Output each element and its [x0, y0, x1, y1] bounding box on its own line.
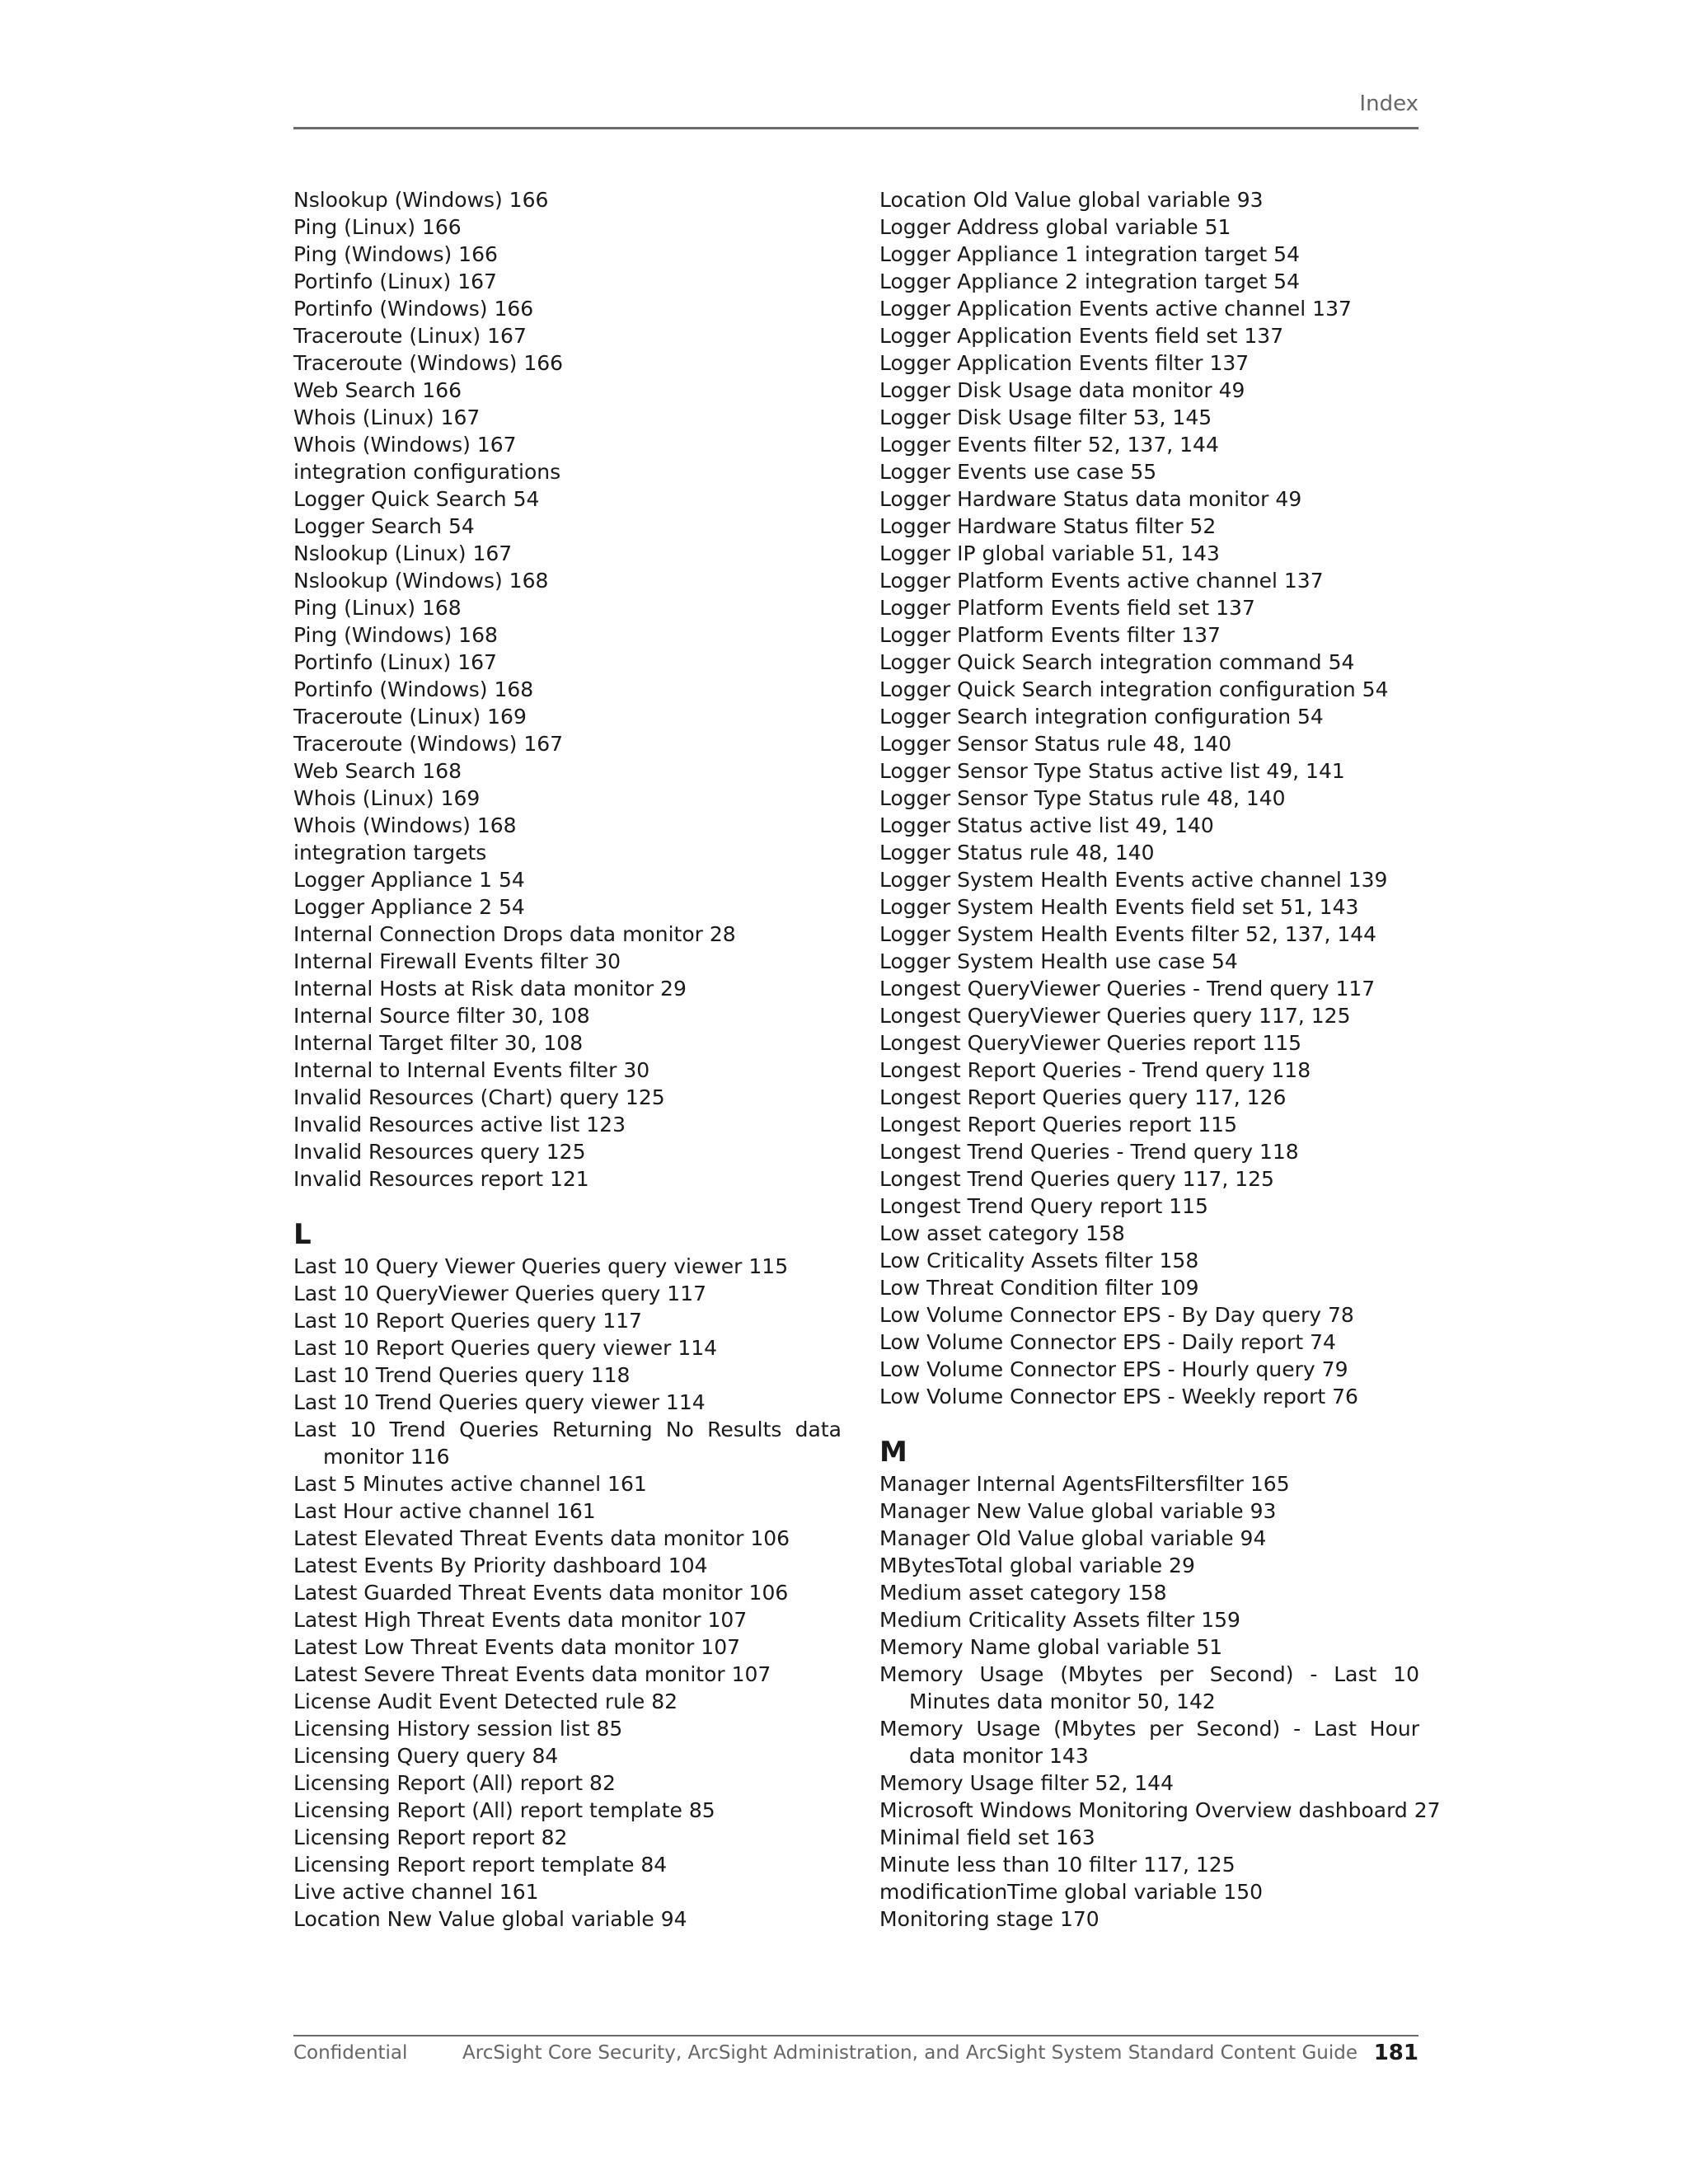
- index-entry: Logger Sensor Status rule 48, 140: [879, 732, 1232, 756]
- index-entry: Logger Application Events active channel 137: [879, 297, 1352, 321]
- index-entry: Longest Report Queries - Trend query 118: [879, 1058, 1311, 1082]
- index-entry: Memory Usage (Mbytes per Second) - Last 10 Minutes data monitor 50, 142: [879, 1662, 1419, 1713]
- index-entry: Logger Address global variable 51: [879, 215, 1231, 239]
- index-entry: Minute less than 10 filter 117, 125: [879, 1853, 1236, 1877]
- index-entry: Licensing Report (All) report template 85: [293, 1798, 715, 1822]
- index-entry: Licensing History session list 85: [293, 1717, 623, 1741]
- index-entry: Logger Quick Search integration command 54: [879, 650, 1355, 674]
- index-subentry: Ping (Linux) 168: [293, 596, 462, 620]
- index-entry: Longest Trend Queries query 117, 125: [879, 1167, 1274, 1191]
- index-entry: integration configurations: [293, 460, 561, 484]
- index-entry: License Audit Event Detected rule 82: [293, 1690, 678, 1713]
- index-subentry: Traceroute (Windows) 166: [293, 351, 564, 375]
- index-entry: Last 10 QueryViewer Queries query 117: [293, 1282, 707, 1305]
- index-subentry: Ping (Windows) 166: [293, 242, 498, 266]
- index-entry: Licensing Report (All) report 82: [293, 1771, 616, 1795]
- index-entry: Last 10 Trend Queries Returning No Results data monitor 116: [293, 1418, 842, 1469]
- index-subentry: Nslookup (Windows) 168: [293, 569, 549, 593]
- index-entry: modificationTime global variable 150: [879, 1880, 1264, 1904]
- index-entry: Low asset category 158: [879, 1221, 1125, 1245]
- index-entry: Latest Guarded Threat Events data monitor 106: [293, 1581, 789, 1605]
- index-entry: Logger System Health Events active channel 139: [879, 868, 1388, 892]
- index-entry: Latest Events By Priority dashboard 104: [293, 1554, 708, 1577]
- index-entry: Longest Report Queries query 117, 126: [879, 1085, 1287, 1109]
- index-entry: Logger System Health Events filter 52, 137, 144: [879, 922, 1377, 946]
- index-entry: Logger Status active list 49, 140: [879, 813, 1214, 837]
- index-entry: Logger Hardware Status data monitor 49: [879, 487, 1302, 511]
- index-entry: Logger Quick Search integration configuration 54: [879, 677, 1389, 701]
- index-entry: Low Volume Connector EPS - Weekly report 76: [879, 1385, 1358, 1408]
- index-entry: Longest Report Queries report 115: [879, 1113, 1237, 1137]
- index-subentry: Whois (Linux) 169: [293, 786, 481, 810]
- index-entry: Low Volume Connector EPS - Hourly query 79: [879, 1357, 1348, 1381]
- index-entry: Longest QueryViewer Queries report 115: [879, 1031, 1302, 1055]
- index-entry: Internal Connection Drops data monitor 28: [293, 922, 736, 946]
- index-subentry: Whois (Windows) 167: [293, 433, 517, 457]
- index-entry: Logger Sensor Type Status rule 48, 140: [879, 786, 1286, 810]
- index-entry: Licensing Report report template 84: [293, 1853, 668, 1877]
- index-entry: Internal Target filter 30, 108: [293, 1031, 584, 1055]
- footer-document-title: ArcSight Core Security, ArcSight Administration, and ArcSight System Standard Content Guide: [462, 2042, 1357, 2064]
- index-subentry: Portinfo (Windows) 168: [293, 677, 534, 701]
- index-entry: Memory Usage (Mbytes per Second) - Last Hour data monitor 143: [879, 1717, 1419, 1768]
- index-entry: Internal to Internal Events filter 30: [293, 1058, 650, 1082]
- index-entry: Invalid Resources report 121: [293, 1167, 589, 1191]
- index-subentry: Portinfo (Linux) 167: [293, 650, 497, 674]
- index-entry: Latest High Threat Events data monitor 107: [293, 1608, 748, 1632]
- index-entry: Licensing Report report 82: [293, 1825, 568, 1849]
- header-rule: [293, 127, 1418, 129]
- index-letter-heading: M: [879, 1436, 907, 1469]
- index-entry: Latest Severe Threat Events data monitor 107: [293, 1662, 771, 1686]
- index-entry: Logger Appliance 1 integration target 54: [879, 242, 1300, 266]
- index-column-right: [879, 186, 1441, 1933]
- index-entry: Last 10 Trend Queries query 118: [293, 1363, 631, 1387]
- index-subentry: Ping (Linux) 166: [293, 215, 462, 239]
- index-entry: Logger Events filter 52, 137, 144: [879, 433, 1219, 457]
- index-entry: Logger Platform Events filter 137: [879, 623, 1221, 647]
- index-entry: Monitoring stage 170: [879, 1907, 1100, 1931]
- index-entry: Invalid Resources query 125: [293, 1140, 586, 1164]
- index-entry: Latest Low Threat Events data monitor 107: [293, 1635, 741, 1659]
- page-number: 181: [1373, 2041, 1418, 2065]
- index-entry: Last 5 Minutes active channel 161: [293, 1472, 647, 1496]
- index-subentry: Portinfo (Linux) 167: [293, 269, 497, 293]
- index-entry: Longest Trend Query report 115: [879, 1194, 1208, 1218]
- index-subentry: Portinfo (Windows) 166: [293, 297, 534, 321]
- index-entry: Logger Hardware Status filter 52: [879, 514, 1217, 538]
- index-subentry: Logger Search 54: [293, 514, 475, 538]
- index-entry: Manager Old Value global variable 94: [879, 1526, 1267, 1550]
- index-entry: Last 10 Report Queries query viewer 114: [293, 1336, 718, 1360]
- running-header: Index: [1359, 91, 1418, 116]
- index-entry: Internal Firewall Events filter 30: [293, 949, 621, 973]
- index-entry: Invalid Resources (Chart) query 125: [293, 1085, 665, 1109]
- index-entry: Last 10 Trend Queries query viewer 114: [293, 1390, 706, 1414]
- index-entry: Last 10 Query Viewer Queries query viewer 115: [293, 1254, 789, 1278]
- index-subentry: Ping (Windows) 168: [293, 623, 498, 647]
- index-entry: Invalid Resources active list 123: [293, 1113, 626, 1137]
- index-entry: Last 10 Report Queries query 117: [293, 1309, 642, 1333]
- index-entry: Location New Value global variable 94: [293, 1907, 687, 1931]
- index-entry: Memory Usage filter 52, 144: [879, 1771, 1174, 1795]
- index-entry: Logger Application Events field set 137: [879, 324, 1284, 348]
- index-subentry: Web Search 168: [293, 759, 462, 783]
- index-entry: Low Threat Condition filter 109: [879, 1276, 1199, 1300]
- index-entry: Longest QueryViewer Queries - Trend query 117: [879, 977, 1376, 1001]
- index-entry: Longest QueryViewer Queries query 117, 125: [879, 1004, 1351, 1028]
- index-subentry: Traceroute (Windows) 167: [293, 732, 564, 756]
- index-entry: Microsoft Windows Monitoring Overview dashboard 27: [879, 1798, 1441, 1822]
- index-subentry: Nslookup (Linux) 167: [293, 541, 513, 565]
- index-entry: Manager Internal AgentsFiltersfilter 165: [879, 1472, 1290, 1496]
- index-entry: Logger Appliance 2 integration target 54: [879, 269, 1300, 293]
- index-subentry: Traceroute (Linux) 167: [293, 324, 527, 348]
- index-letter-heading: L: [293, 1218, 312, 1251]
- index-entry: Internal Source filter 30, 108: [293, 1004, 590, 1028]
- index-subentry: Traceroute (Linux) 169: [293, 705, 527, 729]
- footer-rule: [293, 2035, 1418, 2036]
- index-entry: Medium asset category 158: [879, 1581, 1167, 1605]
- index-entry: Logger System Health use case 54: [879, 949, 1238, 973]
- index-entry: Logger Events use case 55: [879, 460, 1157, 484]
- index-entry: Logger IP global variable 51, 143: [879, 541, 1220, 565]
- index-entry: Location Old Value global variable 93: [879, 188, 1264, 212]
- index-subentry: Web Search 166: [293, 378, 462, 402]
- index-entry: Live active channel 161: [293, 1880, 539, 1904]
- index-entry: Last Hour active channel 161: [293, 1499, 596, 1523]
- index-entry: Latest Elevated Threat Events data monitor 106: [293, 1526, 790, 1550]
- index-entry: Manager New Value global variable 93: [879, 1499, 1277, 1523]
- index-entry: Minimal field set 163: [879, 1825, 1095, 1849]
- index-entry: Logger Application Events filter 137: [879, 351, 1250, 375]
- index-subentry: Logger Quick Search 54: [293, 487, 540, 511]
- index-subentry: Nslookup (Windows) 166: [293, 188, 549, 212]
- index-entry: Medium Criticality Assets filter 159: [879, 1608, 1240, 1632]
- index-entry: Logger Disk Usage filter 53, 145: [879, 405, 1212, 429]
- index-entry: Internal Hosts at Risk data monitor 29: [293, 977, 687, 1001]
- index-entry: Logger Search integration configuration 54: [879, 705, 1324, 729]
- index-column-left: [293, 186, 842, 1933]
- footer-confidential: Confidential: [293, 2042, 408, 2064]
- index-entry: Logger Disk Usage data monitor 49: [879, 378, 1245, 402]
- index-entry: Logger Platform Events field set 137: [879, 596, 1255, 620]
- index-entry: Logger Platform Events active channel 137: [879, 569, 1324, 593]
- index-entry: Low Criticality Assets filter 158: [879, 1249, 1199, 1272]
- index-entry: Logger Sensor Type Status active list 49, 141: [879, 759, 1345, 783]
- index-subentry: Logger Appliance 1 54: [293, 868, 525, 892]
- index-entry: Licensing Query query 84: [293, 1744, 559, 1768]
- index-entry: Logger Status rule 48, 140: [879, 841, 1155, 865]
- index-subentry: Logger Appliance 2 54: [293, 895, 525, 919]
- index-subentry: Whois (Linux) 167: [293, 405, 481, 429]
- index-entry: Memory Name global variable 51: [879, 1635, 1223, 1659]
- index-entry: Logger System Health Events field set 51, 143: [879, 895, 1359, 919]
- index-entry: Longest Trend Queries - Trend query 118: [879, 1140, 1299, 1164]
- index-entry: MBytesTotal global variable 29: [879, 1554, 1195, 1577]
- index-subentry: Whois (Windows) 168: [293, 813, 517, 837]
- index-entry: Low Volume Connector EPS - Daily report 74: [879, 1330, 1336, 1354]
- index-entry: Low Volume Connector EPS - By Day query 78: [879, 1303, 1354, 1327]
- index-entry: integration targets: [293, 841, 487, 865]
